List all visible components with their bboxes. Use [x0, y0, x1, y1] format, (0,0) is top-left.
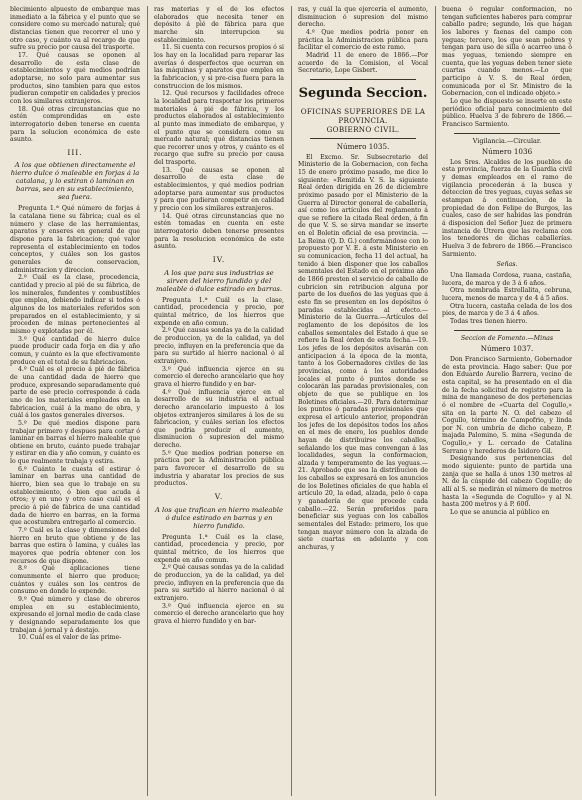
question: 2.º Qué causas sondas ya de la calidad de produccion, ya de la calidad, ya del precio, influyen en la preferencia que da para su surtido al hierro nacional ó al extranjero.	[154, 327, 284, 365]
paragraph: blecimiento alpuesto de embarque mas inmediato a la fábrica y el punto que se considere como su mercado natural; qué distancias tienen que recorrer el uno y otro caso, y cuánto va al recargo de que sufre su precio por causa del trasporte.	[10, 6, 140, 52]
section-heading: A los que trafican en hierro maleable ó dulce estirado en barras y en hierro fundido.	[154, 505, 284, 530]
office-heading: OFICINAS SUPERIORES DE LA	[300, 106, 426, 116]
section-title: Segunda Seccion.	[298, 85, 428, 101]
question: 10. Cuál es el valor de las prime-	[18, 634, 122, 642]
question: 4.º Qué influencia ejerce en el desarrollo de su industria el actual derecho arancelario impuesto á los objetos extranjeros similares á los de su fabricacion, y cuáles serian los efectos que podria producir el aumento, disminucion ó supresion del mismo derecho.	[154, 388, 284, 450]
divider	[454, 330, 560, 331]
question: 3.º Qué influencia ejerce en su comercio el derecho arancelario que hoy grava el hierro fundido y en bar-	[154, 365, 284, 388]
paragraph: ras materias y el de los efectos elaborados que necesita tener en depósito á pié de fábrica para que marche sin interrupcion su establecimiento.	[154, 6, 284, 44]
column-2	[147, 6, 284, 796]
description-item: Otra nombrada Estrellalita, cebruna, lucera, menos de marca y de 4 á 5 años.	[442, 287, 572, 302]
notice-heading: Seccion de Fomento.—Minas	[460, 334, 554, 342]
question: 5.º Que medios podrian ponerse en práctica por la Administracion pública para favorecer el desarrollo de su industria y abaratar los precios de sus productos.	[154, 449, 284, 488]
question: 9.º Qué número y clase de obreros emplea en su establecimiento, expresando el jornal medio de cada clase y designando separadamente los que trabajan á jornal y á destajo.	[10, 595, 140, 634]
column-4	[435, 6, 572, 796]
paragraph: Lo que he dispuesto se inserte en este periódico oficial para conocimiento del público. Huelva 3 de febrero de 1866.—Francisco Sarmiento.	[442, 97, 572, 128]
question: Pregunta 1.ª Cuál es la clase, cantidad, procedencia y precio, por quintal métrico, de los hierros que expende en año comun.	[154, 533, 284, 564]
question: 3.º Qué influencia ejerce en su comercio el derecho arancelario que hoy grava el hierro fundido y en bar-	[154, 602, 284, 625]
question: 13. Qué causas se oponen al desarrollo de esta clase de establecimientos, y qué medios podrian adoptarse para aumentar sus productos y para que pudieran competir en calidad y precio con los similares extranjeros.	[154, 166, 284, 213]
notice-body: Los Sres. Alcaldes de los pueblos de esta provincia, fuerza de la Guardia civil y demas empleados en el ramo de vigilancia procederán á la busca y deteccion de tres yeguas, cuyas señas se estampan á continuacion, de la propiedad de don Felipe de Burgos, las cuales, caso de ser habidas las pondrán á disposicion del Señor Juez de primera instancia de Utrera que las reclama con los tenedores de dichas caballerías. Huelva 3 de febrero de 1866.—Francisco Sarmiento.	[442, 158, 572, 258]
description-item: Una llamada Cordosa, ruana, castaña, lucera, de marca y de 3 á 6 años.	[442, 272, 572, 287]
subheading: Señas.	[496, 261, 518, 269]
question: 3.º Qué cantidad de hierro dulce puede producir cada forja en dia y año comun, y cuánto es la que efectivamente produce en el total de su fabricacion.	[10, 335, 140, 366]
question: 4.º Que medios podria poner en práctica la Administracion pública para facilitar el comercio de este ramo.	[298, 28, 428, 52]
section-number: V.	[214, 492, 224, 502]
question: 6.º Cuánto le cuesta el estirar ó laminar en barras una cantidad de hierro, bien sea que lo trabaje en su establecimiento, ó bien que acuda á otros; y en uno y otro caso cuál es el precio á pié de fábrica de una cantidad dada de hierro en barras, en la forma que acostumbra entregarlo al comercio.	[10, 465, 140, 527]
office-heading: GOBIERNO CIVIL.	[326, 124, 400, 134]
office-heading: PROVINCIA.	[338, 115, 388, 125]
paragraph: ras, y cuál la que ejercería el aumento, disminucion ó supresion del mismo derecho.	[298, 6, 428, 29]
notice-body: Don Francisco Sarmiento, Gobernador de esta provincia. Hago saber: Que por don Eduardo Aurelio Barrera, vecino de esta capital, se ha presentado en el dia de la fecha solicitud de registro para la mina de manganeso de dos pertenencias ó el nombre de «Cuarta del Cogullo,» sita en la parte N. O. del cabezo el Cogullo, término de Campofrio, y linda por N. con umbría de dicho cabezo, P. majada Palomino, S. mina «Segunda de Cogullo,» y L. cercado de Catalina Serrano y herederos de Isidoro Gil.	[442, 355, 572, 455]
divider	[454, 133, 560, 134]
question: 12. Qué recursos y facilidades ofrece la localidad para trasportar los primeros materiales á pié de fábrica, y los productos elaborados al establecimiento al punto mas inmediato de embarque, y el punto que se considera como su mercado natural; qué distancias tienen que recorrer unos y otros, y cuánto es el recargo que sufre su precio por causa del trasporte.	[154, 90, 284, 167]
question: 14. Qué otras circunstancias que no estén tomadas en cuenta en este interrogatorio deben tenerse presentes para la resolucion económica de este asunto.	[154, 212, 284, 251]
description-item: Todas tres tienen hierro.	[450, 317, 528, 325]
section-heading: A los que para sus industrias se sirven del hierro fundido y del maleable ó dulce estirado en barras.	[155, 268, 283, 293]
question: 5.º De qué medios dispone para trabajar primero y despues para cortar ó laminar en barras el hierro maleable que obtiene en bruto, cuánto puede trabajar y estirar en dia y año comun, y cuánto es lo que realmente trabaja y estira.	[10, 419, 140, 466]
question: 11. Si cuenta con recursos propios ó si los hay en la localidad para reparar las averías ó desperfectos que ocurran en las máquinas y aparatos que emplea en la fabricacion, y si pre-cisa fuera para la construccion de los mismos.	[154, 44, 284, 90]
question: 7.º Cuál es la clase y dimensiones del hierro en bruto que obtiene y de las barras que estira ó lamina, y cuáles las mayores que podría obtener con los recursos de que dispone.	[10, 527, 140, 565]
column-3	[291, 6, 428, 796]
notice-body: Designando sus pertenencias del modo siguiente: punto de partida una zanja que se halla á unos 130 metros al N. de la cúspide del cabezo Cogullo; de allí al S. se medirán el número de metros hasta la «Segunda de Cogullo» y al N. hasta 200 metros y á P. 600.	[442, 455, 572, 509]
question: 8.º Qué aplicaciones tiene comunmente el hierro que produce; cuántos y cuáles son los centros de consumo en donde lo expende.	[10, 565, 140, 596]
section-number: IV.	[212, 255, 226, 264]
notice-number: Número 1037.	[480, 344, 534, 354]
divider	[310, 138, 416, 139]
paragraph: buena ó regular conformacion, no tengan suficientes haberes para comprar caballo padre; segundo, los que hagan los labores y faenas del campo con yeguas; tercero, los que sean pobres y tengan para uso de silla ó acarreo una ó mas yeguas, teniendo siempre en cuenta, que las yeguas deben tener siete cuartas cuando menos.—Lo que participo á V. S. de Real órden, comunicada por el Sr. Ministro de la Gobernacion, con el indicado objeto.»	[442, 6, 572, 98]
section-number: III.	[67, 147, 83, 157]
notice-heading: Vigilancia.—Circular.	[472, 136, 542, 145]
column-1	[10, 6, 140, 796]
notice-number: Número 1036	[481, 147, 533, 157]
question: Pregunta 1.ª Qué número de forjas á la catalana tiene su fábrica; cual es el número y clase de las herramientas, aparatos y enseres en general de que dispone para la fabricacion; qué valor representa el establecimiento en todos conceptos, y cuáles son los gastos generales de conservacion, administracion y direccion.	[10, 205, 140, 274]
question: 4.º Cuál es el precio á pié de fábrica de una cantidad dada de hierro que produce, expresando separadamente qué parte de ese precio corresponde á cada uno de los materiales empleados en la fabricacion, cuál á la mano de obra, y cuál á los gastos generales diversos.	[10, 366, 140, 420]
notice-body: Lo que se anuncia al público en	[450, 509, 550, 517]
divider	[310, 79, 416, 80]
notice-body: El Excmo. Sr. Subsecretario del Ministerio de la Gobernacion, con fecha 15 de enero próximo pasado, me dice lo siguiente: «Remitida V. S. la siguiente Real órden dirigida en 26 de diciembre próximo pasado por el Ministerio de la Guerra al Director general de caballería, así como los artículos del reglamento á que se refiere la citada Real órden, á fin de que V. S. se sirva mandar se inserte en el Boletin oficial de esa provincia. —La Reina (Q. D. G.) conformándose con lo propuesto por V. E. á este Ministerio en su comunicacion, fecha 11 del actual, ha tenido á bien disponer que los caballos sementales del Estado en el próximo año de 1866 presten el servicio de caballo de cubricion sin retribucion alguna por parte de los dueños de las yeguas que á este fin se presenten en los depósitos ó paradas establecidas al efecto.—Ministerio de la Guerra.—Artículos del reglamento de los depósitos de los caballos sementales del Estado á que se refiere la Real órden de esta fecha.—19. Los jefes de los depósitos avisarán con anticipacion á la época de la monta, tanto á los Gobernadores civiles de las provincias, como á los autoridades locales el punto ó puntos donde se colocarán las paradas provisionales, con objeto de que se publique en los Boletines oficiales.—20. Para determinar los puntos ó paradas provisionales que expresa el artículo anterior, propondrán los jefes de los depósitos todos los años en el mes de enero, los pueblos donde hayan de distribuirse los caballos, señalando los que mas convengan á las localidades, segun la conformacion, alzada y temperamento de las yeguas.—21. Aprobado que sea la distribucion de los caballos se expresará en los anuncios de los Boletines oficiales de que habla el artículo 20, la edad, alzada, pelo ó capa y ganadería de que procede cada caballo.—22. Serán preferidos para beneficiar sus yeguas con los caballos sementales del Estado: primero, los que tengan mayor número con la alzada de siete cuartas en adelante y con anchuras, y	[298, 153, 428, 552]
description-item: Otra lucera, castaña celada de los dos pies, de marca y de 3 á 4 años.	[442, 302, 572, 318]
question: 2.º Cuál es la clase, procedencia, cantidad y precio al pié de su fábrica, de los minerales, fundentes y combustibles que emplea, debiendo indicar si todos ó algunos de los materiales referidos son preparados en el establecimiento, y si proceden de minas pertenecientes al mismo y explotadas por él.	[10, 274, 140, 335]
question: 2.º Qué causas sondas ya de la calidad de produccion, ya de la calidad, ya del precio, influyen en la preferencia que da para su surtido al hierro nacional ó al extranjero.	[154, 564, 284, 602]
paragraph: 17. Qué causas se oponen al desarrollo de esta clase de establecimientos y qué medios podrían adoptarse, no solo para aumentar sus productos, sino tambien para que estos pudieran competir en calidades y precios con los similares extranjeros.	[10, 51, 140, 105]
columns	[10, 6, 572, 796]
paragraph: 18. Qué otras circunstancias que no estén comprendidas en este interrogatorio deben tenerse en cuenta para la solucion económica de este asunto.	[10, 105, 140, 144]
signature-line: Madrid 11 de enero de 1866.—Por acuerdo de la Comision, el Vocal Secretario, Lope Gisbert.	[298, 51, 428, 75]
notice-number: Número 1035.	[336, 141, 390, 151]
question: Pregunta 1.ª Cuál es la clase, cantidad, procedencia y precio, por quintal métrico, de los hierros que expende en año comun.	[154, 296, 284, 327]
section-heading: A los que obtienen directamente el hierro dulce ó maleable en forjas á la catalana, y lo estiran ó laminan en barras, sea en su establecimiento, sea fuera.	[10, 161, 140, 202]
